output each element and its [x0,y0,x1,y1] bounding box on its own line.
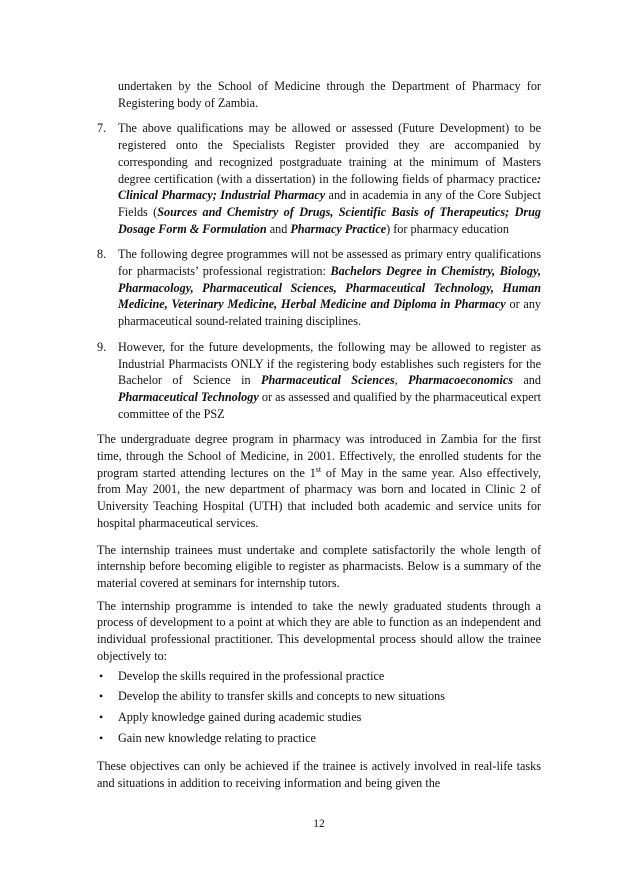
item8-text: or any pharmaceutical sound-related training disciplines. [118,297,542,329]
list-item-7 [97,120,541,237]
document-page [97,78,541,792]
item9-text: and [513,373,541,388]
list-item [97,668,541,685]
para1-text: of May in the same year. Also effectively, from May 2001, the new department of pharmacy was born and located in Clinic 2 of University Teaching Hospital (UTH) that included both academic and service units for hospital pharmaceutical services. [97,465,541,530]
list-item-8 [97,246,541,330]
list-number: 8. [97,247,107,262]
item7-text: and in academia in any of the Core Subject Fields ( [118,188,541,219]
paragraph-internship-programme: The internship programme is intended to take the newly graduated students through a process of development to a point at which they are able to function as an independent and individual professional practitioner. This developmental process should allow the trainee objectively to: [97,598,541,663]
bullet-text: Develop the ability to transfer skills and concepts to new situations [118,689,445,704]
item9-bold-pharmacoeconomics: Pharmacoeconomics [408,373,514,388]
bullet-text: Apply knowledge gained during academic studies [118,709,362,724]
item9-bold-pharm-technology: Pharmaceutical Technology [118,389,259,404]
list-number: 9. [97,339,107,354]
bullet-text: Develop the skills required in the professional practice [118,668,385,683]
list-item-9 [97,339,541,423]
continued-list-item: undertaken by the School of Medicine through the Department of Pharmacy for Registering body of Zambia. [118,79,541,110]
paragraph-internship-trainees: The internship trainees must undertake and complete satisfactorily the whole length of internship before becoming eligible to register as pharmacists. Below is a summary of the material covered at seminars for internship tutors. [97,542,541,590]
list-item [97,709,541,726]
item7-bold-fields: : Clinical Pharmacy; Industrial Pharmacy [118,171,541,203]
item8-bold-degrees: Bachelors Degree in Chemistry, Biology, Pharmacology, Pharmaceutical Sciences, Pharmaceutical Technology, Human Medicine, Veterinary Medicine, Herbal Medicine and Diploma in Pharmacy [118,264,541,312]
item7-text: and [266,221,291,236]
bullet-icon: • [99,689,104,704]
para1-text: The undergraduate degree program in pharmacy was introduced in Zambia for the first time, through the School of Medicine, in 2001. Effectively, the enrolled students for the program started attending lectures on the 1 [97,432,541,480]
bullet-icon: • [99,668,104,683]
paragraph-objectives: These objectives can only be achieved if the trainee is actively involved in real-life tasks and situations in addition to receiving information and being given the [97,759,541,791]
item9-text: However, for the future developments, the following may be allowed to register as Industrial Pharmacists ONLY if the registering body establishes such registers for the Bachelor of Science in [118,339,541,388]
item9-text: or as assessed and qualified by the pharmaceutical expert committee of the PSZ [118,389,541,421]
list-item [97,688,541,705]
objectives-list [97,668,541,747]
bullet-icon: • [99,709,104,724]
paragraph-history [97,431,541,531]
list-item [97,730,541,747]
bullet-icon: • [99,730,104,745]
ordinal-suffix: st [315,464,322,474]
item7-bold-pharmacy-practice: Pharmacy Practice [290,221,387,236]
item9-bold-pharm-sciences: Pharmaceutical Sciences [261,373,395,388]
page-number: 12 [313,818,325,830]
item7-bold-core-subjects: Sources and Chemistry of Drugs, Scientific Basis of Therapeutics; Drug Dosage Form & Formulation [118,204,541,236]
item7-text: ) for pharmacy education [386,221,509,236]
item7-text: The above qualifications may be allowed or assessed (Future Development) to be registered onto the Specialists Register provided they are accompanied by corresponding and recognized postgraduate training at the minimum of Masters degree certification (with a dissertation) in the following fields of pharmacy practice [118,121,541,186]
item8-text: The following degree programmes will not be assessed as primary entry qualifications for pharmacists’ professional registration: [118,247,541,279]
item9-text: , [394,373,409,388]
bullet-text: Gain new knowledge relating to practice [118,730,316,745]
list-number: 7. [97,121,107,136]
